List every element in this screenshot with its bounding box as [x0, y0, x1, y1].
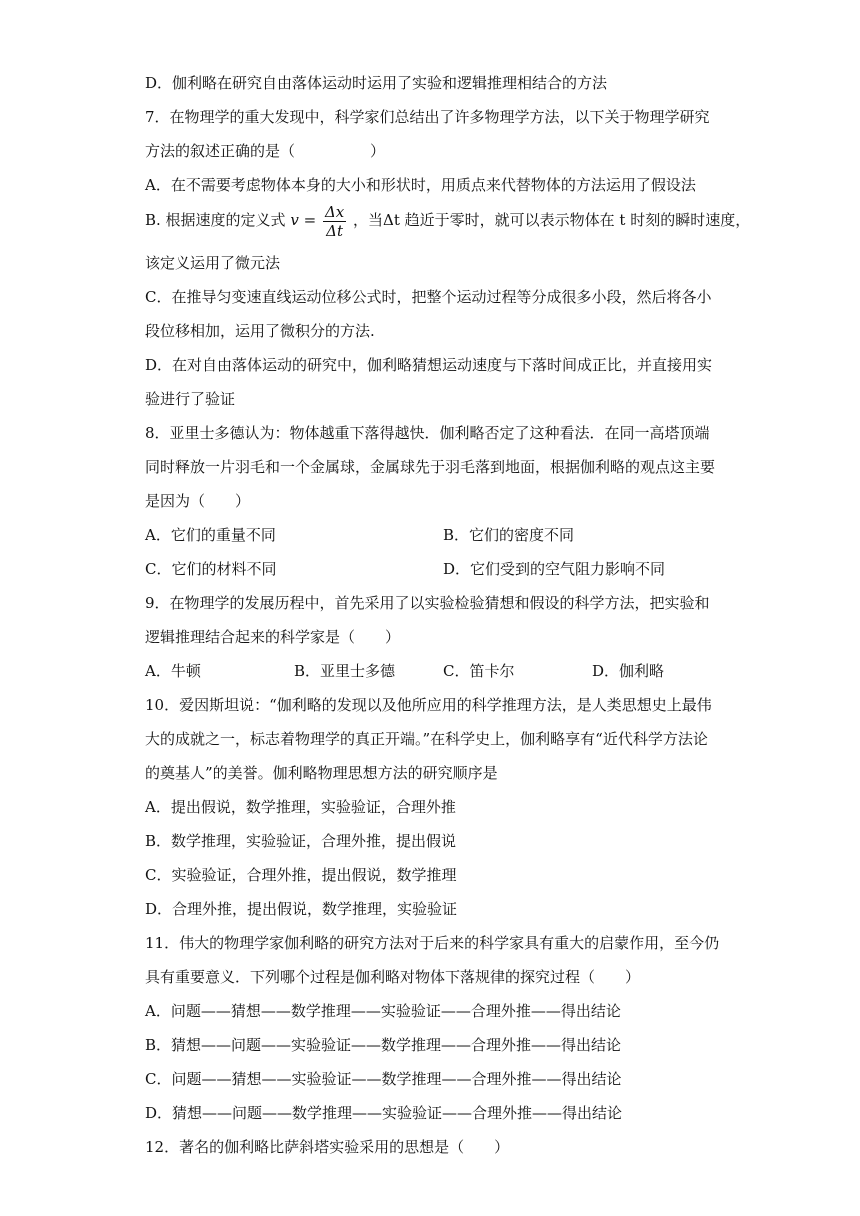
q7-option-b-line1 — [145, 200, 750, 240]
q10-stem-line3: 的奠基人”的美誉。伽利略物理思想方法的研究顺序是 — [145, 764, 498, 782]
q7-option-b-prefix: B. 根据速度的定义式 — [145, 211, 286, 229]
q9-option-a: A．牛顿 — [145, 662, 201, 680]
q7-stem-line1: 7．在物理学的重大发现中，科学家们总结出了许多物理学方法，以下关于物理学研究 — [145, 108, 710, 126]
q9-stem-line2: 逻辑推理结合起来的科学家是（ ） — [145, 628, 401, 646]
q8-option-a: A．它们的重量不同 — [145, 526, 276, 544]
q10-option-c: C．实验验证，合理外推，提出假说，数学推理 — [145, 866, 457, 884]
q10-option-a: A．提出假说，数学推理，实验验证，合理外推 — [145, 798, 456, 816]
q8-option-c: C．它们的材料不同 — [145, 560, 277, 578]
q11-option-a: A．问题——猜想——数学推理——实验验证——合理外推——得出结论 — [145, 1002, 621, 1020]
q7-option-b-line2: 该定义运用了微元法 — [145, 254, 281, 272]
q9-option-d: D．伽利略 — [592, 662, 665, 680]
q8-stem-line1: 8．亚里士多德认为：物体越重下落得越快．伽利略否定了这种看法．在同一高塔顶端 — [145, 424, 710, 442]
q6-option-d: D．伽利略在研究自由落体运动时运用了实验和逻辑推理相结合的方法 — [145, 74, 608, 92]
q7-stem-line2: 方法的叙述正确的是（ ） — [145, 142, 386, 160]
q7-option-d-line1: D．在对自由落体运动的研究中，伽利略猜想运动速度与下落时间成正比，并直接用实 — [145, 356, 713, 374]
q7-option-a: A．在不需要考虑物体本身的大小和形状时，用质点来代替物体的方法运用了假设法 — [145, 176, 696, 194]
q12-stem-line1: 12．著名的伽利略比萨斜塔实验采用的思想是（ ） — [145, 1138, 510, 1156]
velocity-fraction — [323, 203, 346, 240]
fraction-denominator: Δt — [326, 221, 344, 240]
q7-option-d-line2: 验进行了验证 — [145, 390, 236, 408]
q11-option-c: C．问题——猜想——实验验证——数学推理——合理外推——得出结论 — [145, 1070, 622, 1088]
q7-option-c-line1: C．在推导匀变速直线运动位移公式时，把整个运动过程等分成很多小段，然后将各小 — [145, 288, 712, 306]
q8-stem-line2: 同时释放一片羽毛和一个金属球，金属球先于羽毛落到地面，根据伽利略的观点这主要 — [145, 458, 716, 476]
q7-option-b-suffix: ，当Δt 趋近于零时，就可以表示物体在 t 时刻的瞬时速度， — [353, 211, 751, 229]
q9-option-b: B．亚里士多德 — [294, 662, 396, 680]
q10-stem-line2: 大的成就之一，标志着物理学的真正开端。”在科学史上，伽利略享有“近代科学方法论 — [145, 730, 708, 748]
q10-option-d: D．合理外推，提出假说，数学推理，实验验证 — [145, 900, 458, 918]
q11-stem-line2: 具有重要意义．下列哪个过程是伽利略对物体下落规律的探究过程（ ） — [145, 968, 641, 986]
q9-stem-line1: 9．在物理学的发展历程中，首先采用了以实验检验猜想和假设的科学方法，把实验和 — [145, 594, 710, 612]
q8-option-d: D．它们受到的空气阻力影响不同 — [443, 560, 666, 578]
q8-option-b: B．它们的密度不同 — [443, 526, 575, 544]
q10-option-b: B．数学推理，实验验证，合理外推，提出假说 — [145, 832, 457, 850]
q7-option-c-line2: 段位移相加，运用了微积分的方法. — [145, 322, 375, 340]
q11-option-d: D．猜想——问题——数学推理——实验验证——合理外推——得出结论 — [145, 1104, 623, 1122]
q11-stem-line1: 11．伟大的物理学家伽利略的研究方法对于后来的科学家具有重大的启蒙作用，至今仍 — [145, 934, 720, 952]
fraction-numerator: Δx — [324, 202, 345, 221]
q9-option-c: C．笛卡尔 — [443, 662, 515, 680]
velocity-symbol: v = — [290, 211, 317, 229]
q8-stem-line3: 是因为（ ） — [145, 492, 251, 510]
q11-option-b: B．猜想——问题——实验验证——数学推理——合理外推——得出结论 — [145, 1036, 622, 1054]
q10-stem-line1: 10．爱因斯坦说：“伽利略的发现以及他所应用的科学推理方法，是人类思想史上最伟 — [145, 696, 712, 714]
